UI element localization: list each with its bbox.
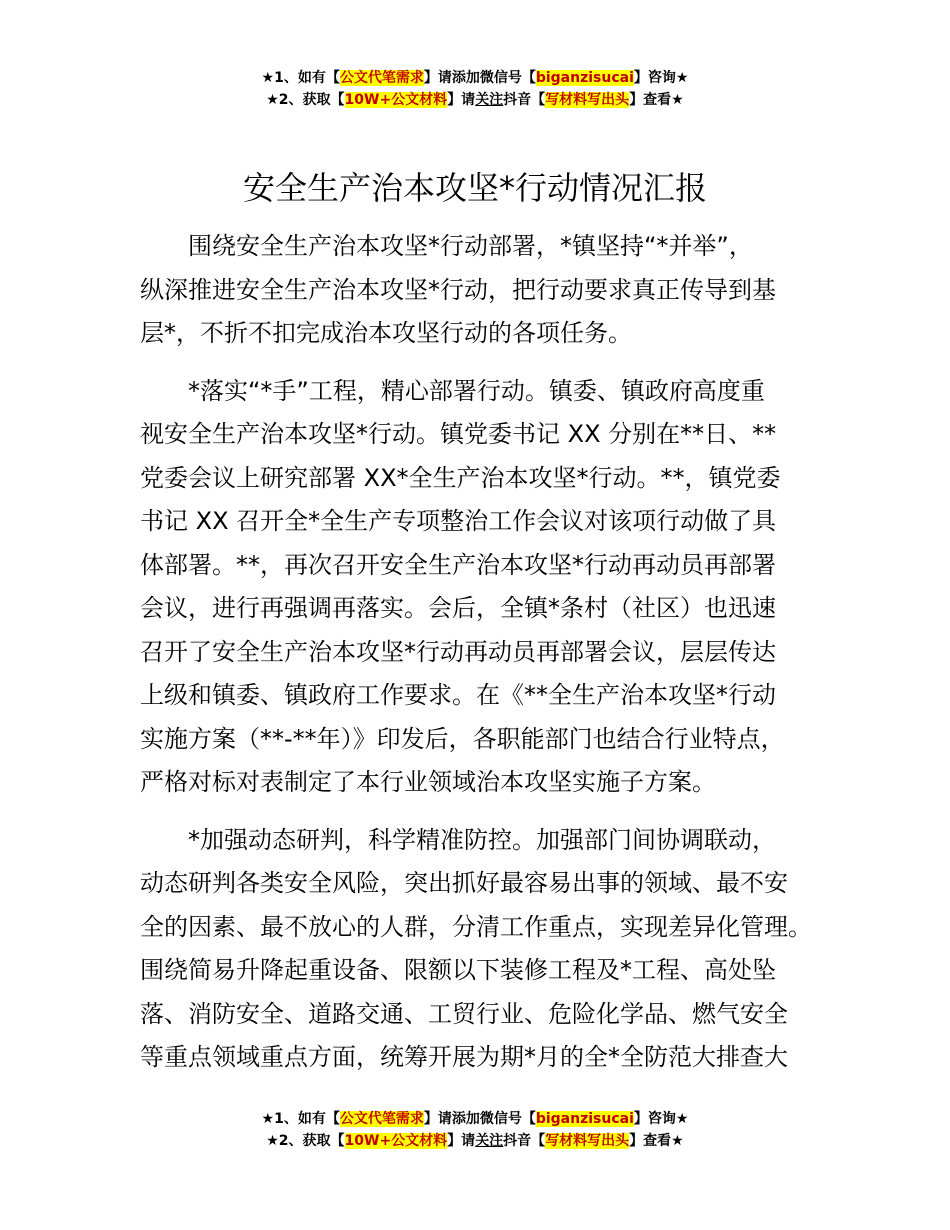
banner-text: 】咨询★ <box>633 70 689 86</box>
text-line: 围绕安全生产治本攻坚*行动部署，*镇坚持“*并举”， <box>188 232 753 260</box>
text-line: *落实“*手”工程，精心部署行动。镇委、镇政府高度重 <box>188 376 765 405</box>
text-line: 实施方案（**-**年）》印发后，各职能部门也结合行业特点， <box>140 724 785 753</box>
banner-highlight-douyin-account: 写材料写出头 <box>545 1133 630 1149</box>
text-line: 等重点领域重点方面，统筹开展为期*月的全*全防范大排查大 <box>140 1043 788 1071</box>
text-line: 动态研判各类安全风险，突出抓好最容易出事的领域、最不安 <box>140 869 788 897</box>
banner-highlight: 10W+公文材料 <box>344 92 448 108</box>
text-line: 纵深推进安全生产治本攻坚*行动，把行动要求真正传导到基 <box>140 275 776 304</box>
banner-highlight: 公文代笔需求 <box>339 1111 424 1127</box>
banner-text: ★2、获取【 <box>266 92 345 108</box>
banner-underlined-text: 关注 <box>475 1133 504 1149</box>
text-line: 召开了安全生产治本攻坚*行动再动员再部署会议，层层传达 <box>140 637 776 666</box>
banner-text: 】请 <box>447 92 476 108</box>
banner-text: 抖音【 <box>503 92 546 108</box>
banner-text: 】查看★ <box>629 92 684 108</box>
banner-text: 】请添加微信号【 <box>423 70 536 86</box>
banner-line-1 <box>0 1108 950 1130</box>
text-line: 书记 XX 召开全*全生产专项整治工作会议对该项行动做了具 <box>140 507 777 535</box>
header-banner <box>0 67 950 111</box>
text-line: 落、消防安全、道路交通、工贸行业、危险化学品、燃气安全 <box>140 999 788 1028</box>
paragraph <box>140 370 830 805</box>
banner-highlight: 10W+公文材料 <box>344 1133 448 1149</box>
banner-text: 】咨询★ <box>633 1111 689 1127</box>
banner-line-2 <box>0 89 950 111</box>
text-line: 体部署。**，再次召开安全生产治本攻坚*行动再动员再部署 <box>140 550 776 579</box>
text-line: 围绕简易升降起重设备、限额以下装修工程及*工程、高处坠 <box>140 956 776 984</box>
text-line: *加强动态研判，科学精准防控。加强部门间协调联动， <box>188 825 776 854</box>
banner-line-1 <box>0 67 950 89</box>
banner-text: ★2、获取【 <box>266 1133 345 1149</box>
banner-underlined-text: 关注 <box>475 92 504 108</box>
paragraph <box>140 819 830 1080</box>
banner-highlight: 公文代笔需求 <box>339 70 424 86</box>
text-line: 全的因素、最不放心的人群，分清工作重点，实现差异化管理。 <box>140 912 812 941</box>
banner-highlight-douyin-account: 写材料写出头 <box>545 92 630 108</box>
text-line: 层*，不折不扣完成治本攻坚行动的各项任务。 <box>140 319 632 347</box>
banner-text: 】查看★ <box>629 1133 684 1149</box>
banner-text: 】请添加微信号【 <box>423 1111 536 1127</box>
document-title: 安全生产治本攻坚*行动情况汇报 <box>242 169 707 207</box>
footer-banner <box>0 1108 950 1152</box>
banner-highlight-wechat-id: biganzisucai <box>535 1111 634 1127</box>
text-line: 视安全生产治本攻坚*行动。镇党委书记 XX 分别在**日、** <box>140 420 777 448</box>
text-line: 严格对标对表制定了本行业领域治本攻坚实施子方案。 <box>140 768 716 796</box>
text-line: 党委会议上研究部署 XX*全生产治本攻坚*行动。**，镇党委 <box>140 463 781 492</box>
banner-text: 抖音【 <box>503 1133 546 1149</box>
banner-text: ★1、如有【 <box>261 70 340 86</box>
text-line: 上级和镇委、镇政府工作要求。在《**全生产治本攻坚*行动 <box>140 681 776 709</box>
document-body <box>140 225 830 1080</box>
text-line: 会议，进行再强调再落实。会后，全镇*条村（社区）也迅速 <box>140 594 776 622</box>
banner-highlight-wechat-id: biganzisucai <box>535 70 634 86</box>
banner-line-2 <box>0 1130 950 1152</box>
banner-text: 】请 <box>447 1133 476 1149</box>
banner-text: ★1、如有【 <box>261 1111 340 1127</box>
paragraph <box>140 225 830 356</box>
